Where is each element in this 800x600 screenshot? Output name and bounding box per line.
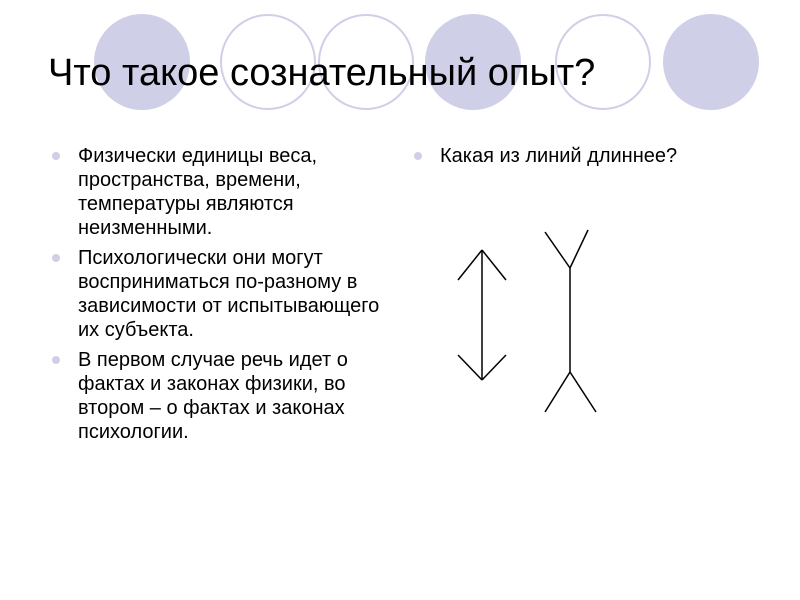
bullet-text: Какая из линий длиннее? [440, 145, 678, 167]
bullet-dot-icon [52, 356, 60, 364]
line-arrowheads-outward [545, 230, 596, 412]
bullet-item [50, 246, 395, 342]
right-bullet-list [412, 144, 752, 168]
slide-title: Что такое сознательный опыт? [48, 52, 596, 94]
bullet-item [50, 348, 395, 444]
bullet-text: В первом случае речь идет о фактах и законах физики, во втором – о фактах и законах психологии. [78, 349, 348, 443]
muller-lyer-illusion [440, 220, 620, 430]
left-bullet-list [50, 144, 395, 444]
bullet-dot-icon [52, 254, 60, 262]
bullet-item [50, 144, 395, 240]
bullet-text: Физически единицы веса, пространства, времени, температуры являются неизменными. [78, 145, 318, 239]
left-column [50, 144, 395, 450]
bullet-dot-icon [52, 152, 60, 160]
bullet-text: Психологически они могут восприниматься по-разному в зависимости от испытывающего их субъекта. [78, 247, 380, 341]
right-column [412, 144, 752, 174]
bullet-item [412, 144, 752, 168]
bullet-dot-icon [414, 152, 422, 160]
circle-filled-3 [663, 14, 759, 110]
line-arrowheads-inward [458, 250, 506, 380]
